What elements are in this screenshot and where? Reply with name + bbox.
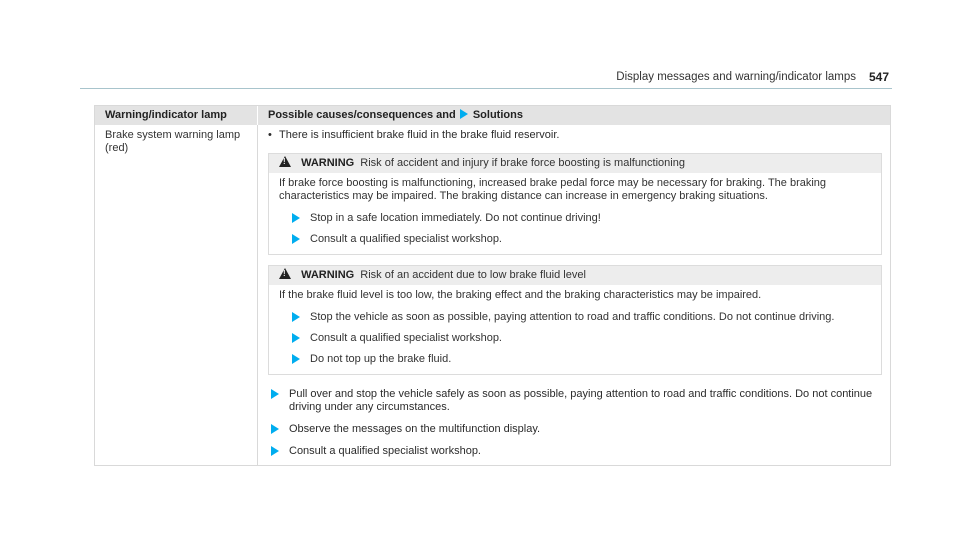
solution-step (271, 423, 882, 436)
arrow-right-icon (271, 389, 279, 399)
cause-text: There is insufficient brake fluid in the brake fluid reservoir. (279, 129, 560, 141)
header-title: Display messages and warning/indicator lamps (616, 71, 856, 83)
warning-text: If the brake fluid level is too low, the braking effect and the braking characteristics may be impaired. (279, 289, 762, 301)
arrow-right-icon (292, 312, 300, 322)
causes-cell (258, 125, 890, 465)
warning-step (292, 212, 871, 225)
warning-body (269, 173, 881, 254)
page-number: 547 (868, 70, 889, 84)
warning-title: Risk of accident and injury if brake force boosting is malfunctioning (360, 157, 685, 169)
warning-step-text: Consult a qualified specialist workshop. (310, 233, 502, 245)
warning-step-text: Stop the vehicle as soon as possible, paying attention to road and traffic conditions. Do not continue driving. (310, 311, 835, 323)
arrow-right-icon (292, 213, 300, 223)
warning-text: If brake force boosting is malfunctioning, increased brake pedal force may be necessary for braking. The braking characteristics may be impaired. The braking distance can increase in emergency braking situations. (279, 177, 827, 202)
arrow-right-icon (271, 446, 279, 456)
warning-label: WARNING (301, 157, 355, 169)
column-header-causes (258, 106, 890, 125)
table-header-row (95, 106, 890, 125)
solution-steps (268, 388, 882, 458)
warning-title: Risk of an accident due to low brake fluid level (360, 269, 586, 281)
warning-step (292, 233, 871, 246)
warning-step (292, 311, 871, 324)
column-header-solutions: Solutions (472, 109, 523, 121)
column-header-causes-prefix: Possible causes/consequences and (268, 109, 456, 121)
solution-step-text: Consult a qualified specialist workshop. (289, 445, 481, 457)
warning-lamp-table (94, 105, 891, 466)
arrow-right-icon (460, 109, 468, 119)
table-row (95, 125, 890, 465)
page-header (0, 0, 960, 90)
warning-box-fluid-level (268, 265, 882, 375)
warning-step (292, 332, 871, 345)
warning-step-text: Do not top up the brake fluid. (310, 353, 452, 365)
warning-header (269, 266, 881, 285)
solution-step-text: Pull over and stop the vehicle safely as soon as possible, paying attention to road and traffic conditions. Do not continue driving under any circumstances. (289, 388, 873, 413)
warning-label: WARNING (301, 269, 355, 281)
lamp-name-cell: Brake system warning lamp (red) (95, 125, 258, 465)
solution-step-text: Observe the messages on the multifunction display. (289, 423, 541, 435)
arrow-right-icon (271, 424, 279, 434)
solution-step (271, 388, 882, 414)
warning-triangle-icon (279, 156, 291, 167)
bullet-icon: • (268, 129, 272, 141)
arrow-right-icon (292, 234, 300, 244)
warning-header (269, 154, 881, 173)
warning-step-text: Consult a qualified specialist workshop. (310, 332, 502, 344)
column-header-lamp: Warning/indicator lamp (95, 106, 258, 125)
arrow-right-icon (292, 333, 300, 343)
solution-step (271, 445, 882, 458)
warning-step-text: Stop in a safe location immediately. Do not continue driving! (310, 212, 601, 224)
warning-triangle-icon (279, 268, 291, 279)
header-divider (80, 88, 892, 89)
arrow-right-icon (292, 354, 300, 364)
cause-item (268, 129, 882, 142)
warning-step (292, 353, 871, 366)
warning-box-boosting (268, 153, 882, 255)
warning-body (269, 285, 881, 374)
